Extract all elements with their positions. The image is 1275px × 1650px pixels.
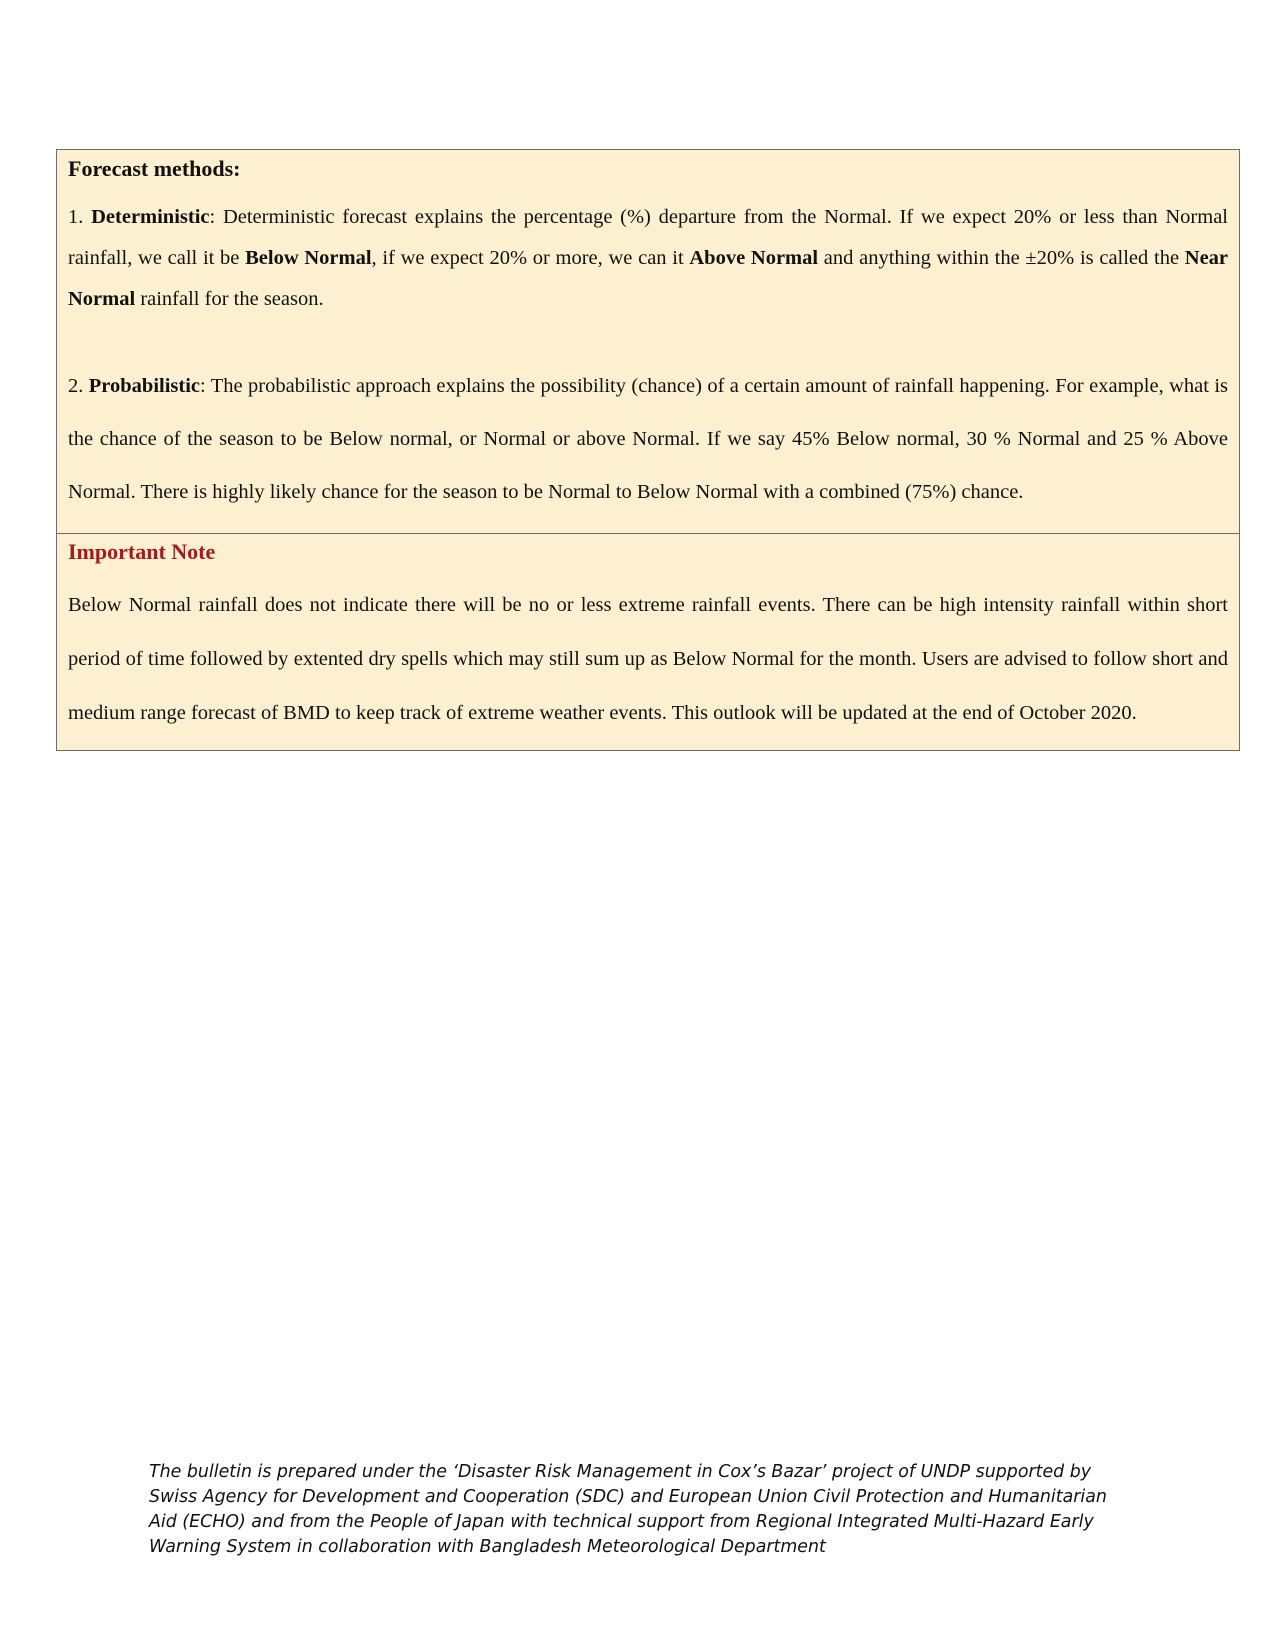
probabilistic-text: The probabilistic approach explains the possibility (chance) of a certain amount of rainfall happening. For example, what is the chance of the season to be Below normal, or Normal or above Normal. If we say 45% Below normal, 30 % Normal and 25 % Above Normal. There is highly likely chance for the season to be Normal to Below Normal with a combined (75%) chance. [68,375,1229,503]
important-note-heading: Important Note [68,539,216,564]
deterministic-text-b: , if we expect 20% or more, we can it [371,247,690,269]
probabilistic-number: 2. [68,375,84,397]
forecast-methods-section [57,150,1239,534]
deterministic-text-a: Deterministic forecast explains the percentage (%) departure from the Normal. If we expect 20% or less than Normal rainfall, we call it be [68,206,1229,269]
above-normal-term: Above Normal [689,247,819,269]
probabilistic-term: Probabilistic [88,375,201,397]
deterministic-paragraph [68,197,1228,320]
probabilistic-paragraph [68,360,1228,519]
footer-credits: The bulletin is prepared under the ‘Disaster Risk Management in Cox’s Bazar’ project of UNDP supported by Swiss Agency for Development and Cooperation (SDC) and European Union Civil Protection and Humanitarian Aid (ECHO) and from the People of Japan with technical support from Regional Integrated Multi-Hazard Early Warning System in collaboration with Bangladesh Meteorological Department [149,1462,1107,1557]
deterministic-term: Deterministic [91,206,210,228]
deterministic-text-d: rainfall for the season. [135,288,324,310]
info-box [56,149,1240,751]
important-note-text: Below Normal rainfall does not indicate there will be no or less extreme rainfall events. There can be high intensity rainfall within short period of time followed by extented dry spells which may still sum up as Below Normal for the month. Users are advised to follow short and medium range forecast of BMD to keep track of extreme weather events. This outlook will be updated at the end of October 2020. [68,594,1228,724]
important-note-section [57,534,1239,750]
deterministic-number: 1. [68,206,84,228]
near-normal-term: Near Normal [68,247,1229,310]
deterministic-colon: : [209,206,216,228]
deterministic-text-c: and anything within the ±20% is called the [818,247,1185,269]
below-normal-term: Below Normal [245,247,372,269]
probabilistic-colon: : [200,375,206,397]
forecast-methods-heading: Forecast methods: [68,156,241,181]
